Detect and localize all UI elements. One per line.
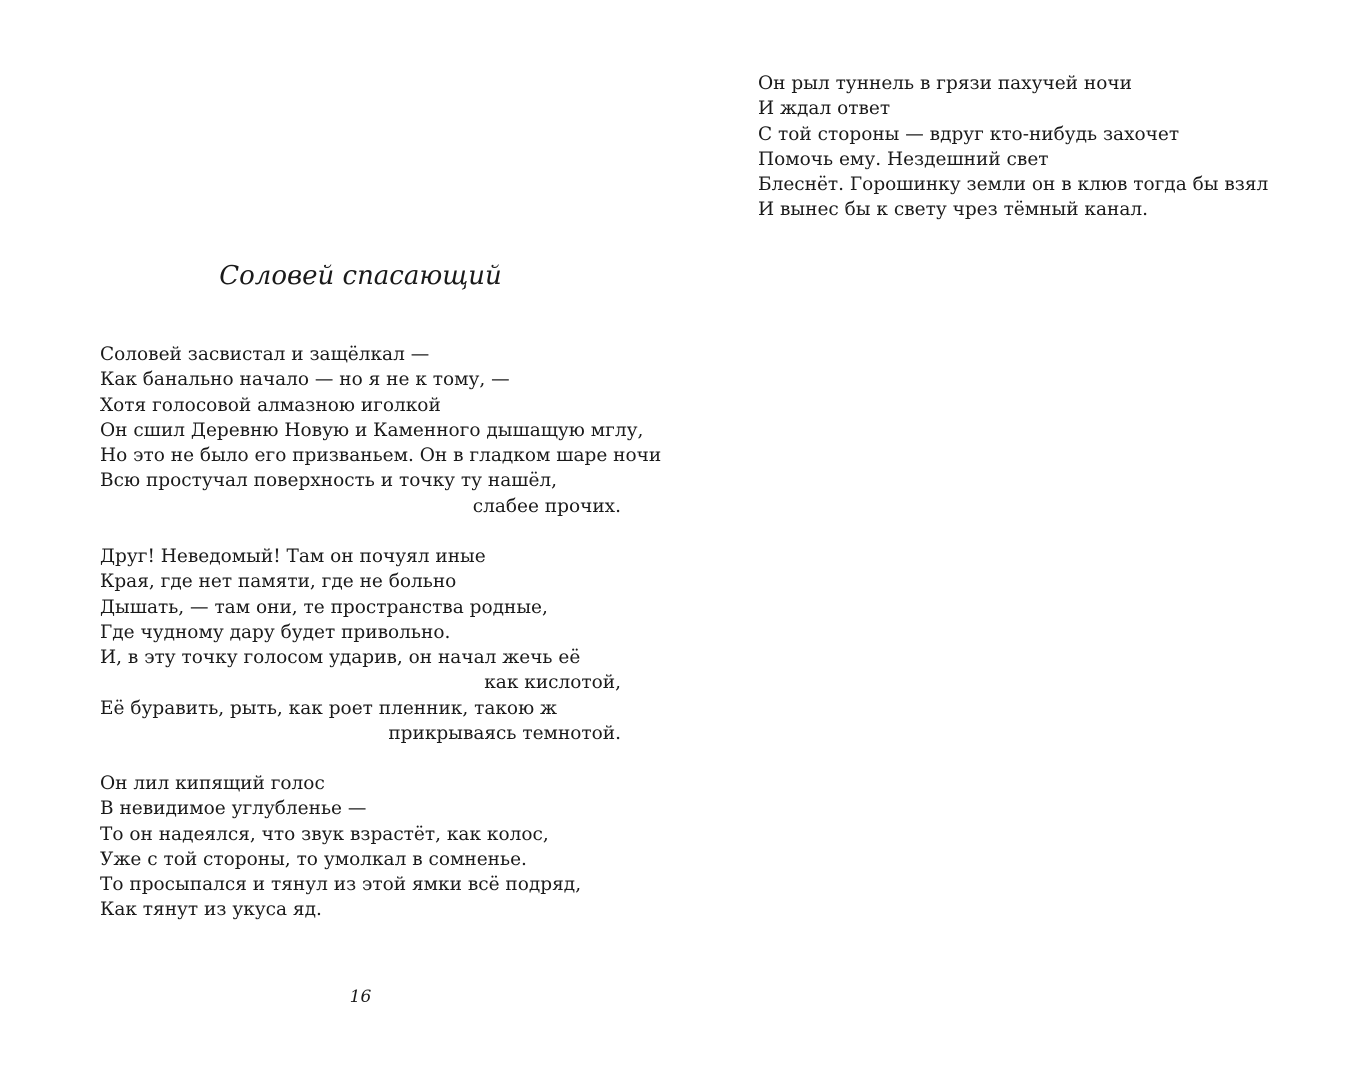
verse-line: Он рыл туннель в грязи пахучей ночи: [758, 73, 1132, 94]
verse-line-continuation: слабее прочих.: [472, 495, 621, 517]
verse-line: Как тянут из укуса яд.: [100, 899, 322, 921]
verse-line: И ждал ответ: [758, 98, 891, 120]
verse-line: И, в эту точку голосом ударив, он начал жечь её: [100, 647, 581, 669]
verse-line: Блеснёт. Горошинку земли он в клюв тогда бы взял: [758, 174, 1269, 196]
verse-line: Хотя голосовой алмазною иголкой: [100, 394, 441, 416]
stanza-3: [100, 771, 621, 923]
verse-line: Её буравить, рыть, как роет пленник, такою ж: [100, 697, 558, 719]
verse-line: То он надеялся, что звук взрастёт, как колос,: [100, 823, 549, 845]
verse-line: Он сшил Деревню Новую и Каменного дышащую мглу,: [100, 419, 644, 441]
continued-stanza: [758, 71, 1318, 223]
poem-title: Соловей спасающий: [219, 261, 502, 291]
left-page: [0, 0, 676, 1080]
verse-line: Где чудному дару будет привольно.: [100, 621, 451, 643]
stanza-2: [100, 544, 621, 746]
stanza-1: [100, 342, 662, 519]
verse-line-continuation: прикрываясь темнотой.: [388, 723, 621, 745]
verse-line: Уже с той стороны, то умолкал в сомненье.: [100, 848, 527, 870]
verse-line: То просыпался и тянул из этой ямки всё подряд,: [100, 874, 582, 896]
verse-line: И вынес бы к свету чрез тёмный канал.: [758, 199, 1148, 221]
verse-line: С той стороны — вдруг кто-нибудь захочет: [758, 123, 1180, 145]
verse-line-continuation: как кислотой,: [484, 672, 621, 694]
page-number: 16: [349, 987, 372, 1007]
verse-line: Соловей засвистал и защёлкал —: [100, 344, 430, 365]
verse-line: Как банально начало — но я не к тому, —: [100, 369, 510, 391]
verse-line: Дышать, — там они, те пространства родные,: [100, 596, 548, 618]
verse-line: Всю простучал поверхность и точку ту нашёл,: [100, 470, 558, 492]
verse-line: Но это не было его призваньем. Он в гладком шаре ночи: [100, 445, 662, 467]
right-page: [676, 0, 1353, 1080]
verse-line: В невидимое углубленье —: [100, 798, 367, 820]
verse-line: Помочь ему. Нездешний свет: [758, 148, 1049, 170]
verse-line: Он лил кипящий голос: [100, 773, 325, 794]
verse-line: Друг! Неведомый! Там он почуял иные: [100, 546, 486, 567]
verse-line: Края, где нет памяти, где не больно: [100, 571, 457, 593]
